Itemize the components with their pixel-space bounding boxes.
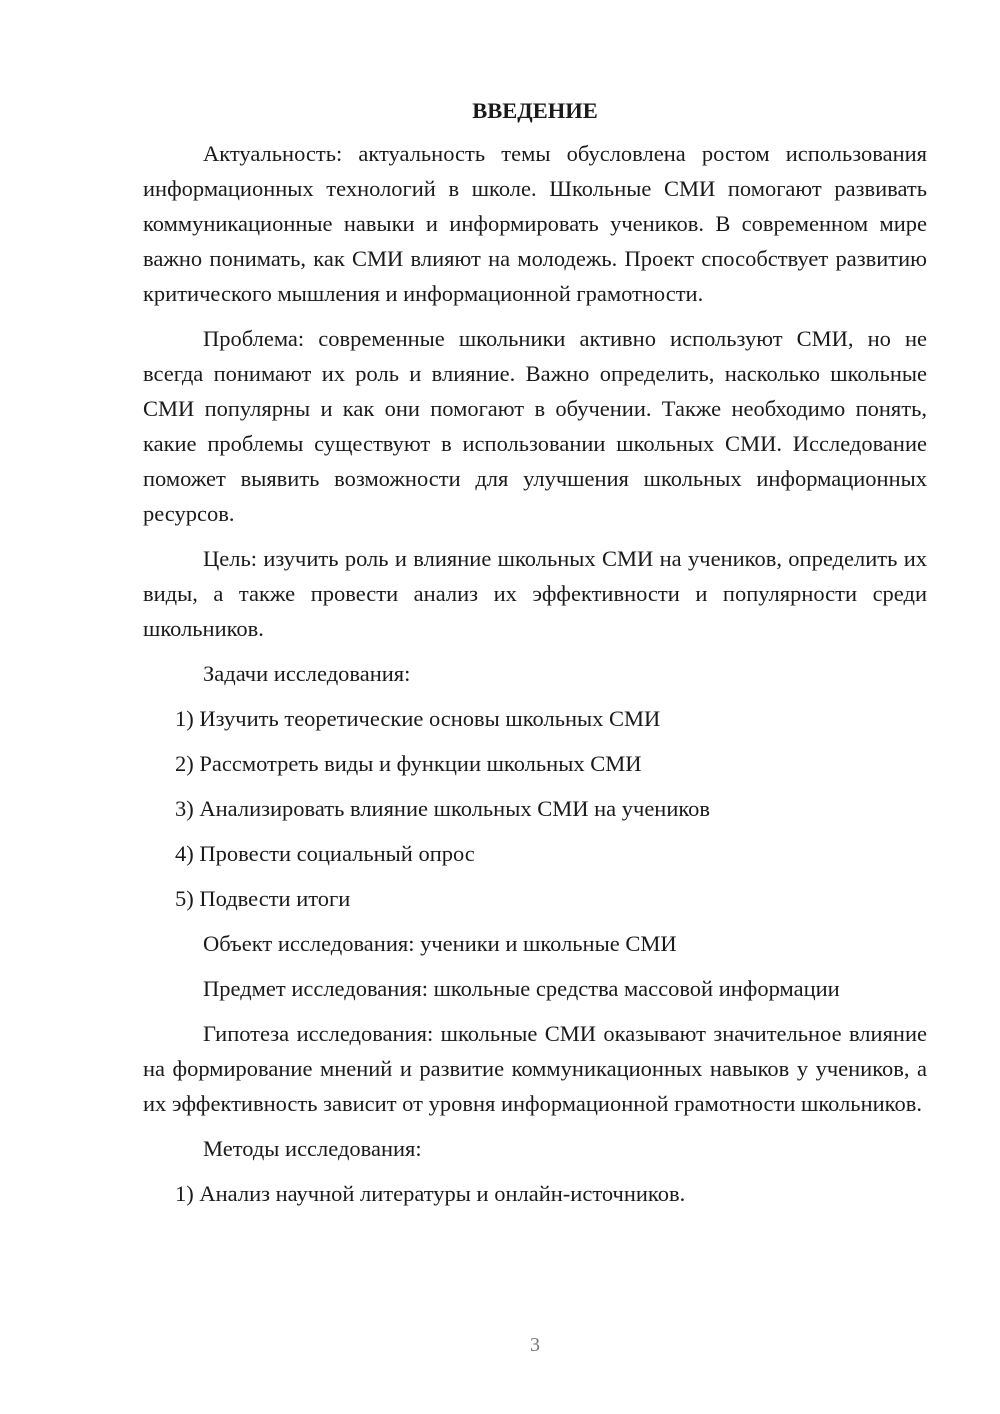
hypothesis-paragraph: Гипотеза исследования: школьные СМИ оказывают значительное влияние на формирование мнений и развитие коммуникационных навыков у учеников, а их эффективность зависит от уровня информационной грамотности школьников. [143, 1021, 927, 1116]
methods-heading: Методы исследования: [203, 1136, 422, 1161]
tasks-heading: Задачи исследования: [203, 661, 411, 686]
task-item-5: 5) Подвести итоги [175, 886, 351, 911]
task-item-4: 4) Провести социальный опрос [175, 841, 475, 866]
relevance-paragraph: Актуальность: актуальность темы обусловлена ростом использования информационных технологий в школе. Школьные СМИ помогают развивать коммуникационные навыки и информировать учеников. В современном мире важно понимать, как СМИ влияют на молодежь. Проект способствует развитию критического мышления и информационной грамотности. [143, 141, 927, 306]
task-item-2: 2) Рассмотреть виды и функции школьных СМИ [175, 751, 642, 776]
object-paragraph: Объект исследования: ученики и школьные СМИ [203, 931, 677, 956]
page-number: 3 [530, 1334, 540, 1356]
problem-paragraph: Проблема: современные школьники активно используют СМИ, но не всегда понимают их роль и влияние. Важно определить, насколько школьные СМИ популярны и как они помогают в обучении. Также необходимо понять, какие проблемы существуют в использовании школьных СМИ. Исследование поможет выявить возможности для улучшения школьных информационных ресурсов. [143, 326, 927, 526]
section-title: ВВЕДЕНИЕ [472, 98, 598, 123]
method-item-1: 1) Анализ научной литературы и онлайн-источников. [175, 1181, 686, 1206]
goal-paragraph: Цель: изучить роль и влияние школьных СМИ на учеников, определить их виды, а также провести анализ их эффективности и популярности среди школьников. [143, 546, 927, 641]
document-page [143, 96, 927, 1221]
task-item-1: 1) Изучить теоретические основы школьных СМИ [175, 706, 661, 731]
subject-paragraph: Предмет исследования: школьные средства массовой информации [203, 976, 840, 1001]
task-item-3: 3) Анализировать влияние школьных СМИ на учеников [175, 796, 711, 821]
